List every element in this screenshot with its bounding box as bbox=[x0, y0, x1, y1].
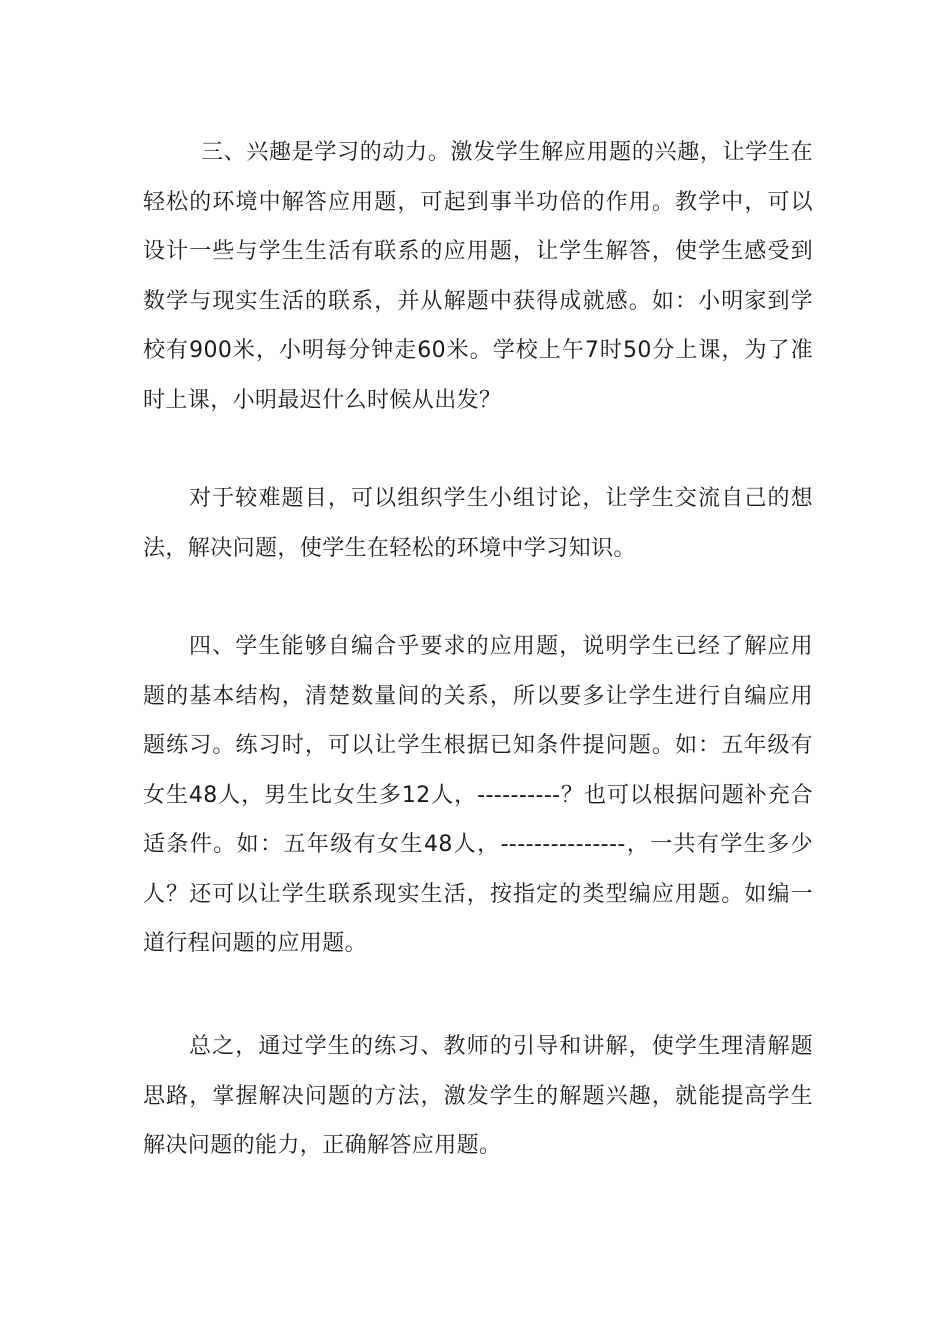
paragraph-interest: 三、兴趣是学习的动力。激发学生解应用题的兴趣，让学生在轻松的环境中解答应用题，可起到事半功倍的作用。教学中，可以设计一些与学生生活有联系的应用题，让学生解答，使学生感受到数学与现实生活的联系，并从解题中获得成就感。如：小明家到学校有900米，小明每分钟走60米。学校上午7时50分上课，为了准时上课，小明最迟什么时候从出发？ bbox=[143, 140, 813, 413]
paragraph-conclusion: 总之，通过学生的练习、教师的引导和讲解，使学生理清解题思路，掌握解决问题的方法，激发学生的解题兴趣，就能提高学生解决问题的能力，正确解答应用题。 bbox=[143, 1034, 813, 1158]
paragraph-group-discussion: 对于较难题目，可以组织学生小组讨论，让学生交流自己的想法，解决问题，使学生在轻松的环境中学习知识。 bbox=[143, 486, 813, 561]
paragraph-self-compose: 四、学生能够自编合乎要求的应用题，说明学生已经了解应用题的基本结构，清楚数量间的关系，所以要多让学生进行自编应用题练习。练习时，可以让学生根据已知条件提问题。如：五年级有女生48人，男生比女生多12人，----------？也可以根据问题补充合适条件。如：五年级有女生48人，---------------，一共有学生多少人？还可以让学生联系现实生活，按指定的类型编应用题。如编一道行程问题的应用题。 bbox=[143, 634, 813, 956]
